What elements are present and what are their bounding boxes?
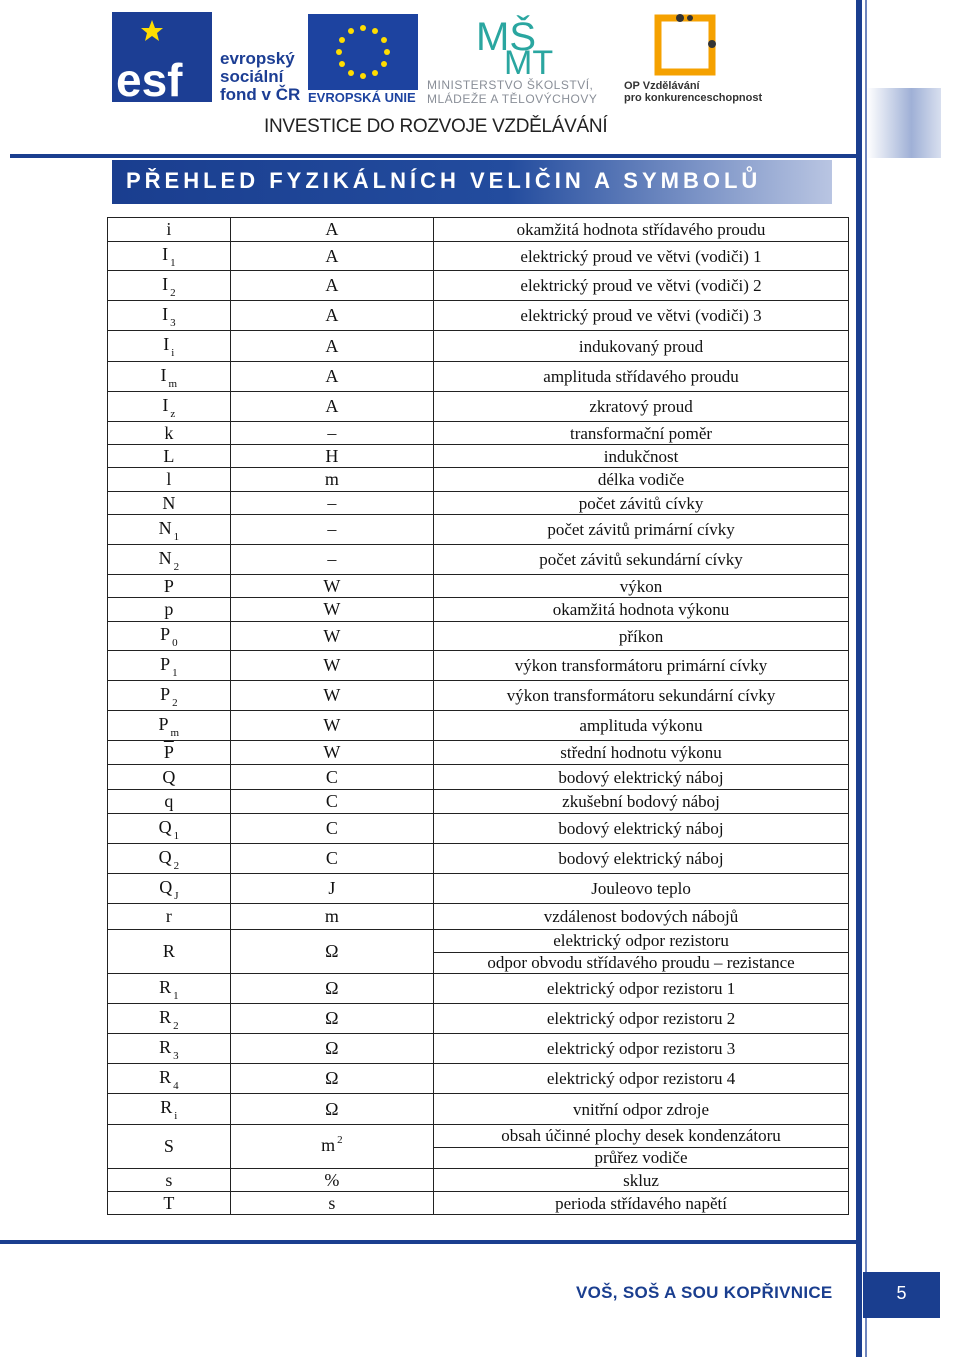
unit: m [324, 469, 339, 489]
symbol-subscript: 2 [173, 859, 180, 872]
unit: Ω [325, 941, 339, 961]
description: skluz [623, 1170, 659, 1190]
description: počet závitů sekundární cívky [539, 550, 743, 569]
unit: W [323, 575, 341, 596]
unit: Ω [325, 1068, 339, 1088]
symbol: Q [162, 766, 176, 787]
unit-cell [230, 492, 433, 515]
table-row [108, 545, 849, 575]
description: Jouleovo teplo [591, 879, 691, 898]
unit: m [321, 1134, 336, 1155]
table-row [108, 218, 849, 242]
description: zkušební bodový náboj [562, 792, 720, 811]
op-logo [650, 10, 720, 80]
description-cell [434, 545, 849, 575]
table-row [108, 874, 849, 904]
symbol: I [162, 244, 169, 264]
unit-cell [230, 651, 433, 681]
unit-cell [230, 1169, 433, 1192]
symbol-cell [108, 681, 231, 711]
unit: A [325, 335, 339, 356]
unit-cell [230, 930, 433, 974]
description: amplituda střídavého proudu [543, 367, 739, 386]
description: elektrický proud ve větvi (vodiči) 1 [520, 246, 762, 266]
table-row [108, 492, 849, 515]
description: indukčnost [603, 446, 679, 466]
description-cell [434, 1169, 849, 1192]
description-cell [434, 445, 849, 468]
description: elektrický odpor rezistoru 4 [546, 1069, 736, 1088]
unit: A [325, 396, 339, 416]
symbol-cell [108, 242, 231, 271]
symbol-cell [108, 790, 231, 814]
table-row [108, 1125, 849, 1169]
symbol: N [158, 517, 172, 538]
description-cell [434, 1064, 849, 1094]
symbol-subscript: m [170, 726, 180, 739]
unit-cell [230, 515, 433, 545]
unit: H [325, 445, 339, 466]
table-row [108, 1169, 849, 1192]
side-gradient-block [867, 88, 941, 158]
unit: Ω [325, 1008, 339, 1028]
table-row [108, 301, 849, 331]
symbol-subscript: 0 [172, 637, 178, 649]
symbol-subscript: J [174, 889, 179, 902]
unit-cell [230, 362, 433, 392]
esf-line-2: sociální [220, 67, 284, 86]
description: počet závitů primární cívky [547, 520, 735, 539]
unit-cell [230, 765, 433, 790]
description: bodový elektrický náboj [558, 767, 724, 787]
symbol: q [164, 791, 174, 811]
unit-cell [230, 1192, 433, 1215]
svg-text:MŠ: MŠ [476, 15, 536, 59]
unit: s [328, 1192, 336, 1213]
table-row [108, 622, 849, 651]
description-cell [434, 974, 849, 1004]
unit: – [327, 492, 337, 513]
unit-cell [230, 242, 433, 271]
unit: – [327, 422, 337, 443]
description-cell [434, 681, 849, 711]
symbol-cell [108, 218, 231, 242]
description: amplituda výkonu [579, 716, 703, 735]
description: bodový elektrický náboj [558, 849, 724, 868]
table-row [108, 681, 849, 711]
symbol: R [160, 1097, 173, 1117]
symbol-cell [108, 492, 231, 515]
unit-cell [230, 1034, 433, 1064]
unit: J [328, 878, 336, 898]
symbol: P [158, 713, 169, 734]
symbol: Q [158, 846, 172, 867]
msmt-line-1: MINISTERSTVO ŠKOLSTVÍ, [427, 78, 594, 92]
unit-cell [230, 545, 433, 575]
unit: Ω [325, 1098, 339, 1119]
symbol-cell [108, 974, 231, 1004]
eu-flag-icon [308, 14, 418, 90]
symbol: P [163, 575, 174, 596]
symbol-subscript: 1 [173, 829, 180, 842]
description-cell [434, 598, 849, 622]
description: indukovaný proud [578, 336, 704, 356]
msmt-line-2: MLÁDEŽE A TĚLOVÝCHOVY [427, 92, 598, 106]
table-row [108, 445, 849, 468]
msmt-text [427, 78, 597, 106]
symbol-cell [108, 930, 231, 974]
logo-bar [0, 0, 856, 150]
unit-cell [230, 1094, 433, 1125]
symbol-cell [108, 515, 231, 545]
unit: % [324, 1169, 340, 1190]
unit: C [325, 791, 338, 811]
table-row [108, 741, 849, 765]
right-vertical-rule-thin [865, 0, 867, 1357]
symbol-cell [108, 711, 231, 741]
table-row [108, 930, 849, 974]
description-cell [434, 741, 849, 765]
description-line-2: odpor obvodu střídavého proudu – rezistance [434, 952, 848, 972]
symbol-cell [108, 622, 231, 651]
symbol-subscript: 1 [173, 530, 180, 543]
unit: m [324, 906, 339, 926]
symbol-subscript: 1 [172, 666, 178, 679]
symbol: S [163, 1136, 174, 1156]
table-row [108, 974, 849, 1004]
symbol-cell [108, 575, 231, 598]
symbol: N [162, 492, 176, 513]
table-row [108, 598, 849, 622]
unit-cell [230, 468, 433, 492]
description-cell [434, 575, 849, 598]
table-row [108, 271, 849, 301]
unit: C [325, 766, 338, 787]
symbol: N [158, 547, 172, 568]
header-rule [10, 154, 856, 158]
table-row [108, 362, 849, 392]
symbol-subscript: i [171, 347, 175, 359]
right-vertical-rule [856, 0, 862, 1357]
symbol-subscript: 2 [170, 286, 176, 299]
description: vnitřní odpor zdroje [573, 1099, 709, 1119]
description-cell [434, 790, 849, 814]
unit-cell [230, 711, 433, 741]
symbol-cell [108, 392, 231, 422]
symbol: l [166, 469, 172, 489]
unit: A [325, 219, 339, 239]
symbol-cell [108, 1192, 231, 1215]
description-cell [434, 218, 849, 242]
description: zkratový proud [589, 397, 693, 416]
table-row [108, 1094, 849, 1125]
description: délka vodiče [597, 470, 685, 489]
description: výkon transformátoru primární cívky [514, 656, 768, 675]
symbol: r [165, 906, 172, 926]
symbol: $\overline{P}$ [163, 742, 174, 762]
description-cell [434, 1034, 849, 1064]
symbol: Q [158, 816, 172, 837]
unit-cell [230, 1125, 433, 1169]
unit: W [323, 625, 341, 646]
table-row [108, 844, 849, 874]
description-cell [434, 874, 849, 904]
symbol-subscript: 3 [170, 316, 176, 329]
unit-cell [230, 1004, 433, 1034]
table-row [108, 392, 849, 422]
description: střední hodnotu výkonu [560, 743, 722, 762]
symbol-cell [108, 651, 231, 681]
symbol: P [160, 624, 171, 644]
unit: C [325, 818, 338, 838]
symbol: I [162, 394, 169, 415]
symbols-table [107, 217, 849, 1215]
symbol-subscript: 4 [173, 1079, 179, 1092]
description-cell [434, 930, 849, 974]
table-row [108, 515, 849, 545]
unit: – [327, 549, 337, 569]
description: elektrický odpor rezistoru 1 [546, 979, 736, 998]
description: výkon [619, 576, 663, 596]
unit: Ω [325, 1038, 339, 1058]
symbol: R [162, 941, 175, 961]
unit: W [323, 715, 341, 735]
symbol-subscript: 2 [173, 1019, 179, 1032]
table-row [108, 468, 849, 492]
symbol: I [163, 334, 170, 354]
unit: – [327, 519, 337, 539]
description: bodový elektrický náboj [558, 819, 724, 838]
unit-cell [230, 814, 433, 844]
description-cell [434, 1192, 849, 1215]
description-cell [434, 1004, 849, 1034]
symbol-subscript: i [174, 1110, 178, 1122]
table-row [108, 790, 849, 814]
eu-label: EVROPSKÁ UNIE [308, 90, 416, 105]
description-cell [434, 468, 849, 492]
unit: Ω [325, 978, 339, 998]
unit-superscript: 2 [337, 1133, 343, 1146]
table-row [108, 575, 849, 598]
table-row [108, 1064, 849, 1094]
unit-cell [230, 844, 433, 874]
symbol-subscript: 1 [170, 257, 176, 269]
description: příkon [618, 626, 664, 646]
description-cell [434, 242, 849, 271]
description-cell [434, 814, 849, 844]
symbol-cell [108, 468, 231, 492]
symbol-cell [108, 445, 231, 468]
table-row [108, 814, 849, 844]
table-row [108, 1004, 849, 1034]
symbol-cell [108, 331, 231, 362]
symbol-subscript: 2 [172, 696, 178, 709]
unit: A [325, 366, 339, 386]
symbol-cell [108, 904, 231, 930]
symbol-cell [108, 271, 231, 301]
footer-rule [0, 1240, 856, 1244]
description-cell [434, 331, 849, 362]
description-cell [434, 1125, 849, 1169]
table-row [108, 1034, 849, 1064]
symbol-cell [108, 874, 231, 904]
symbol-cell [108, 362, 231, 392]
description-cell [434, 1094, 849, 1125]
unit-cell [230, 331, 433, 362]
symbol: P [160, 653, 171, 674]
symbol-cell [108, 1169, 231, 1192]
symbol-cell [108, 1034, 231, 1064]
symbol: s [165, 1169, 173, 1190]
description-cell [434, 362, 849, 392]
op-text [624, 80, 762, 104]
table-row [108, 1192, 849, 1215]
description: výkon transformátoru sekundární cívky [506, 686, 776, 705]
symbol: P [160, 683, 171, 704]
symbol-cell [108, 1004, 231, 1034]
msmt-logo [474, 10, 574, 76]
symbol-cell [108, 814, 231, 844]
description-cell [434, 622, 849, 651]
unit: A [325, 305, 339, 325]
description-cell [434, 765, 849, 790]
table-row [108, 242, 849, 271]
description: transformační poměr [569, 423, 713, 443]
description: elektrický odpor rezistoru [553, 931, 729, 950]
unit-cell [230, 271, 433, 301]
unit-cell [230, 422, 433, 445]
table-row [108, 651, 849, 681]
symbol: R [159, 1036, 172, 1057]
unit-cell [230, 392, 433, 422]
symbol: L [163, 445, 175, 466]
symbol: p [164, 599, 174, 619]
unit-cell [230, 681, 433, 711]
unit-cell [230, 904, 433, 930]
description: elektrický odpor rezistoru 3 [546, 1039, 736, 1058]
esf-line-1: evropský [220, 49, 295, 68]
unit-cell [230, 974, 433, 1004]
symbol: Q [159, 876, 173, 897]
symbol: k [164, 422, 174, 443]
symbol-subscript: z [170, 407, 176, 420]
symbol: I [162, 303, 169, 324]
op-line-1: OP Vzdělávání [624, 80, 700, 92]
symbol: R [159, 1066, 172, 1087]
unit: A [325, 245, 339, 266]
page-number: 5 [896, 1283, 907, 1303]
description-line-2: průřez vodiče [434, 1147, 848, 1167]
table-row [108, 331, 849, 362]
esf-logo [112, 12, 212, 102]
description-cell [434, 271, 849, 301]
symbol-cell [108, 301, 231, 331]
table-row [108, 904, 849, 930]
description: okamžitá hodnota výkonu [552, 600, 730, 619]
description-cell [434, 651, 849, 681]
unit: W [323, 685, 341, 705]
symbol-subscript: 3 [173, 1049, 179, 1062]
unit: W [323, 742, 341, 762]
description: perioda střídavého napětí [555, 1193, 727, 1213]
table-row [108, 765, 849, 790]
symbol: R [159, 976, 172, 997]
unit: A [325, 275, 339, 295]
unit-cell [230, 1064, 433, 1094]
esf-text [220, 50, 300, 104]
symbols-table-body [108, 218, 849, 1215]
symbol-cell [108, 598, 231, 622]
description: obsah účinné plochy desek kondenzátoru [501, 1126, 781, 1145]
description-cell [434, 392, 849, 422]
unit-cell [230, 874, 433, 904]
table-row [108, 711, 849, 741]
unit: W [323, 599, 341, 619]
unit-cell [230, 598, 433, 622]
table-row [108, 422, 849, 445]
symbol-subscript: m [168, 377, 178, 390]
unit-cell [230, 218, 433, 242]
description-cell [434, 711, 849, 741]
symbol-cell [108, 765, 231, 790]
description-cell [434, 422, 849, 445]
description-cell [434, 515, 849, 545]
unit-cell [230, 301, 433, 331]
symbol: I [162, 273, 169, 294]
symbol-cell [108, 1125, 231, 1169]
symbol-cell [108, 422, 231, 445]
symbol: I [160, 364, 167, 385]
description: elektrický odpor rezistoru 2 [546, 1009, 736, 1028]
description: vzdálenost bodových nábojů [543, 907, 739, 926]
description-cell [434, 301, 849, 331]
description-cell [434, 904, 849, 930]
symbol-cell [108, 741, 231, 765]
page-title: PŘEHLED FYZIKÁLNÍCH VELIČIN A SYMBOLŮ [126, 168, 762, 193]
symbol-cell [108, 1094, 231, 1125]
symbol-subscript: 1 [173, 989, 179, 1002]
unit-cell [230, 575, 433, 598]
unit: C [325, 848, 338, 868]
symbol-cell [108, 1064, 231, 1094]
unit: W [323, 655, 341, 675]
symbol-cell [108, 844, 231, 874]
description: okamžitá hodnota střídavého proudu [516, 220, 766, 239]
symbol: i [166, 219, 172, 239]
esf-line-3: fond v ČR [220, 85, 301, 104]
symbol-subscript: 2 [173, 560, 180, 573]
symbol-cell [108, 545, 231, 575]
description: elektrický proud ve větvi (vodiči) 2 [520, 276, 762, 295]
unit-cell [230, 790, 433, 814]
symbol: R [159, 1006, 172, 1027]
description-cell [434, 492, 849, 515]
op-line-2: pro konkurenceschopnost [624, 92, 763, 104]
symbol: T [163, 1192, 175, 1213]
unit-cell [230, 741, 433, 765]
footer-school-name: VOŠ, SOŠ A SOU KOPŘIVNICE [576, 1283, 833, 1302]
svg-text:MT: MT [504, 44, 554, 76]
description: počet závitů cívky [578, 493, 704, 513]
svg-text:esf: esf [116, 54, 183, 102]
description: elektrický proud ve větvi (vodiči) 3 [520, 306, 762, 325]
investice-slogan: INVESTICE DO ROZVOJE VZDĚLÁVÁNÍ [264, 116, 608, 137]
unit-cell [230, 445, 433, 468]
unit-cell [230, 622, 433, 651]
description-cell [434, 844, 849, 874]
